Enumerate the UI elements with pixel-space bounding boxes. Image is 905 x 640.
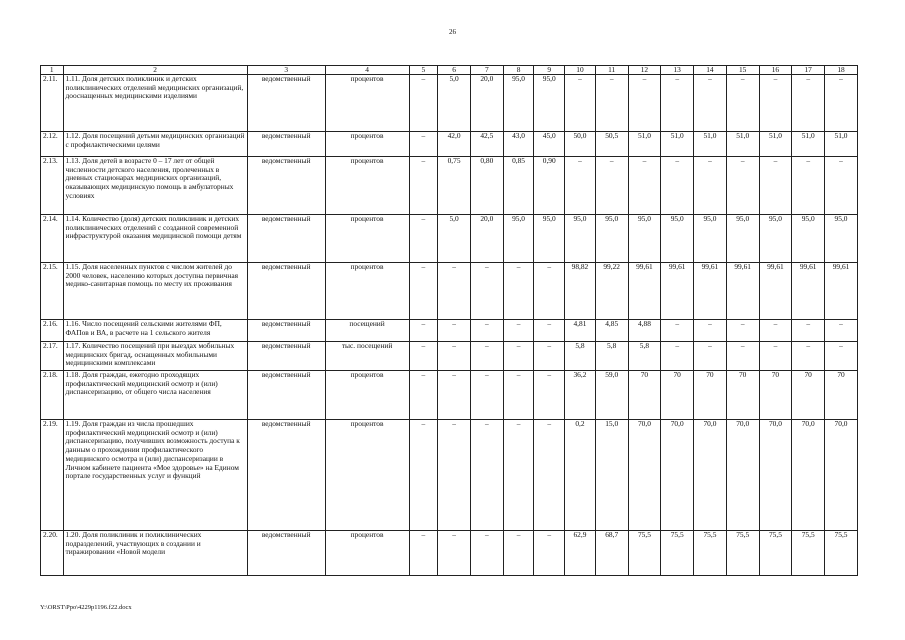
value-cell: 42,0 [438,132,471,157]
value-cell: 95,0 [661,215,694,263]
value-cell: – [409,157,438,215]
source-cell: ведомственный [247,263,325,320]
indicators-table [40,65,858,576]
value-cell: 5,8 [595,342,628,371]
value-cell: – [470,342,503,371]
value-cell: – [759,75,792,132]
column-header: 10 [565,66,596,75]
value-cell: – [470,531,503,576]
table-row [41,132,858,157]
column-header: 9 [534,66,565,75]
column-header: 5 [409,66,438,75]
value-cell: – [726,342,759,371]
value-cell: – [470,263,503,320]
value-cell: 75,5 [825,531,858,576]
table-row [41,531,858,576]
value-cell: – [534,420,565,531]
source-cell: ведомственный [247,342,325,371]
source-cell: ведомственный [247,531,325,576]
source-cell: ведомственный [247,420,325,531]
value-cell: 0,2 [565,420,596,531]
unit-cell: процентов [325,531,409,576]
value-cell: 95,0 [534,215,565,263]
value-cell: 51,0 [759,132,792,157]
value-cell: 95,0 [534,75,565,132]
value-cell: 50,0 [565,132,596,157]
value-cell: – [694,342,727,371]
value-cell: 70,0 [726,420,759,531]
value-cell: 70,0 [628,420,661,531]
value-cell: – [534,342,565,371]
value-cell: 70,0 [759,420,792,531]
column-header: 7 [470,66,503,75]
value-cell: – [409,420,438,531]
unit-cell: процентов [325,420,409,531]
value-cell: 70,0 [661,420,694,531]
value-cell: – [825,320,858,342]
indicator-name-cell: 1.18. Доля граждан, ежегодно проходящих профилактический медицинский осмотр и (или) диспансеризацию, от общего числа населения [63,371,247,420]
column-header: 16 [759,66,792,75]
column-header: 11 [595,66,628,75]
value-cell: 0,90 [534,157,565,215]
source-cell: ведомственный [247,320,325,342]
value-cell: 70,0 [792,420,825,531]
value-cell: – [825,75,858,132]
value-cell: – [534,531,565,576]
value-cell: – [628,157,661,215]
value-cell: – [628,75,661,132]
value-cell: 75,5 [792,531,825,576]
row-number-cell: 2.16. [41,320,64,342]
row-number-cell: 2.15. [41,263,64,320]
value-cell: – [825,342,858,371]
value-cell: 51,0 [726,132,759,157]
value-cell: 95,0 [565,215,596,263]
value-cell: – [759,320,792,342]
value-cell: 5,0 [438,215,471,263]
value-cell: 70 [694,371,727,420]
value-cell: 75,5 [628,531,661,576]
value-cell: 70,0 [825,420,858,531]
footer-file-path: Y:\ORST\Ppo\4229p1196.f22.docx [40,604,132,611]
column-header: 3 [247,66,325,75]
value-cell: 95,0 [503,215,534,263]
value-cell: – [595,75,628,132]
value-cell: 99,61 [628,263,661,320]
value-cell: 99,61 [792,263,825,320]
column-header: 2 [63,66,247,75]
value-cell: – [438,263,471,320]
value-cell: – [409,132,438,157]
value-cell: – [595,157,628,215]
indicator-name-cell: 1.20. Доля поликлиник и поликлинических подразделений, участвующих в создании и тиражировании «Новой модели [63,531,247,576]
value-cell: 0,85 [503,157,534,215]
value-cell: – [503,320,534,342]
value-cell: 95,0 [726,215,759,263]
value-cell: 95,0 [694,215,727,263]
value-cell: 62,9 [565,531,596,576]
table-row [41,420,858,531]
unit-cell: тыс. посещений [325,342,409,371]
value-cell: 75,5 [694,531,727,576]
row-number-cell: 2.20. [41,531,64,576]
value-cell: – [503,371,534,420]
value-cell: 95,0 [792,215,825,263]
source-cell: ведомственный [247,157,325,215]
value-cell: – [565,75,596,132]
value-cell: 20,0 [470,215,503,263]
value-cell: – [825,157,858,215]
value-cell: 70 [726,371,759,420]
column-header: 6 [438,66,471,75]
source-cell: ведомственный [247,132,325,157]
table-row [41,342,858,371]
source-cell: ведомственный [247,371,325,420]
value-cell: – [470,320,503,342]
value-cell: – [534,320,565,342]
value-cell: 95,0 [759,215,792,263]
value-cell: – [792,320,825,342]
column-header: 1 [41,66,64,75]
indicator-name-cell: 1.12. Доля посещений детьми медицинских организаций с профилактическими целями [63,132,247,157]
value-cell: 70 [759,371,792,420]
value-cell: – [438,420,471,531]
indicator-name-cell: 1.16. Число посещений сельскими жителями ФП, ФАПов и ВА, в расчете на 1 сельского жителя [63,320,247,342]
value-cell: 95,0 [595,215,628,263]
value-cell: 20,0 [470,75,503,132]
column-header: 14 [694,66,727,75]
row-number-cell: 2.18. [41,371,64,420]
value-cell: – [726,320,759,342]
value-cell: 50,5 [595,132,628,157]
value-cell: – [503,420,534,531]
table-row [41,263,858,320]
value-cell: 99,61 [759,263,792,320]
value-cell: – [409,320,438,342]
value-cell: 99,61 [726,263,759,320]
value-cell: 99,61 [661,263,694,320]
value-cell: 5,8 [628,342,661,371]
value-cell: – [759,342,792,371]
row-number-cell: 2.14. [41,215,64,263]
value-cell: 70 [792,371,825,420]
value-cell: – [409,342,438,371]
indicator-name-cell: 1.19. Доля граждан из числа прошедших профилактический медицинский осмотр и (или) диспансеризацию, получивших возможность доступа к данным о прохождении профилактического медицинского осмотра и (или) диспансеризации в Личном кабинете пациента «Мое здоровье» на Едином портале государственных услуг и функций [63,420,247,531]
value-cell: – [409,531,438,576]
value-cell: – [661,320,694,342]
row-number-cell: 2.19. [41,420,64,531]
value-cell: 51,0 [628,132,661,157]
unit-cell: процентов [325,132,409,157]
value-cell: 99,61 [825,263,858,320]
value-cell: 51,0 [825,132,858,157]
value-cell: – [438,342,471,371]
value-cell: – [694,157,727,215]
indicator-name-cell: 1.17. Количество посещений при выездах мобильных медицинских бригад, оснащенных мобильными медицинскими комплексами [63,342,247,371]
value-cell: 99,61 [694,263,727,320]
value-cell: – [503,531,534,576]
column-header: 8 [503,66,534,75]
table-row [41,320,858,342]
value-cell: 45,0 [534,132,565,157]
value-cell: 43,0 [503,132,534,157]
value-cell: – [438,371,471,420]
value-cell: – [661,157,694,215]
value-cell: – [726,157,759,215]
value-cell: 4,85 [595,320,628,342]
value-cell: – [503,263,534,320]
value-cell: 0,80 [470,157,503,215]
value-cell: – [792,75,825,132]
table-row [41,75,858,132]
value-cell: 0,75 [438,157,471,215]
unit-cell: процентов [325,263,409,320]
indicator-name-cell: 1.11. Доля детских поликлиник и детских поликлинических отделений медицинских организаций, дооснащенных медицинскими изделиями [63,75,247,132]
value-cell: – [534,263,565,320]
value-cell: 68,7 [595,531,628,576]
value-cell: 95,0 [628,215,661,263]
value-cell: – [409,75,438,132]
value-cell: – [694,75,727,132]
unit-cell: процентов [325,157,409,215]
column-header: 15 [726,66,759,75]
unit-cell: посещений [325,320,409,342]
column-header: 17 [792,66,825,75]
value-cell: – [694,320,727,342]
unit-cell: процентов [325,371,409,420]
value-cell: 4,81 [565,320,596,342]
indicator-name-cell: 1.15. Доля населенных пунктов с числом жителей до 2000 человек, населению которых доступна первичная медико-санитарная помощь по месту их проживания [63,263,247,320]
unit-cell: процентов [325,215,409,263]
table-row [41,371,858,420]
column-header: 12 [628,66,661,75]
row-number-cell: 2.17. [41,342,64,371]
value-cell: 42,5 [470,132,503,157]
indicator-name-cell: 1.13. Доля детей в возрасте 0 – 17 лет от общей численности детского населения, пролеченных в дневных стационарах медицинских организаций, оказывающих медицинскую помощь в амбулаторных условиях [63,157,247,215]
value-cell: 15,0 [595,420,628,531]
value-cell: 95,0 [503,75,534,132]
value-cell: – [661,75,694,132]
value-cell: – [759,157,792,215]
indicator-name-cell: 1.14. Количество (доля) детских поликлиник и детских поликлинических отделений с созданной современной инфраструктурой оказания медицинской помощи детям [63,215,247,263]
column-header: 13 [661,66,694,75]
source-cell: ведомственный [247,75,325,132]
value-cell: – [534,371,565,420]
value-cell: – [409,215,438,263]
value-cell: 75,5 [661,531,694,576]
value-cell: – [470,420,503,531]
value-cell: – [470,371,503,420]
row-number-cell: 2.11. [41,75,64,132]
value-cell: – [661,342,694,371]
value-cell: 99,22 [595,263,628,320]
value-cell: – [409,263,438,320]
value-cell: – [726,75,759,132]
value-cell: 59,0 [595,371,628,420]
value-cell: 75,5 [759,531,792,576]
value-cell: 98,82 [565,263,596,320]
value-cell: – [409,371,438,420]
value-cell: – [792,342,825,371]
value-cell: – [565,157,596,215]
value-cell: 70 [825,371,858,420]
row-number-cell: 2.12. [41,132,64,157]
value-cell: – [503,342,534,371]
value-cell: 5,8 [565,342,596,371]
value-cell: 36,2 [565,371,596,420]
value-cell: 51,0 [792,132,825,157]
value-cell: – [438,531,471,576]
unit-cell: процентов [325,75,409,132]
source-cell: ведомственный [247,215,325,263]
value-cell: 51,0 [694,132,727,157]
value-cell: – [438,320,471,342]
table-body [41,66,858,576]
value-cell: 4,88 [628,320,661,342]
table-row [41,215,858,263]
value-cell: 51,0 [661,132,694,157]
value-cell: 95,0 [825,215,858,263]
column-header-row [41,66,858,75]
column-header: 4 [325,66,409,75]
table-row [41,157,858,215]
row-number-cell: 2.13. [41,157,64,215]
value-cell: 70,0 [694,420,727,531]
value-cell: 70 [628,371,661,420]
page-number: 26 [449,28,456,36]
column-header: 18 [825,66,858,75]
value-cell: 5,0 [438,75,471,132]
value-cell: 75,5 [726,531,759,576]
value-cell: – [792,157,825,215]
value-cell: 70 [661,371,694,420]
